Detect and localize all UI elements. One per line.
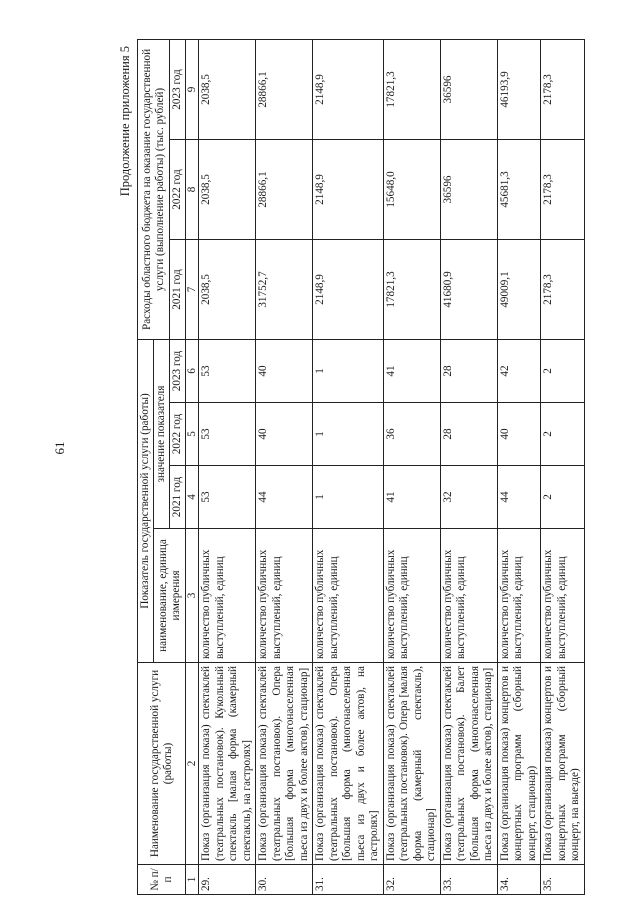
value-2021: 53 xyxy=(199,466,256,529)
value-2022: 40 xyxy=(256,403,313,466)
header-unit-of-measure: наименование, единица измерения xyxy=(154,529,186,663)
column-number: 2 xyxy=(186,663,199,865)
service-name: Показ (организация показа) спектаклей (театральных постановок). Опера [большая форма (многонаселенная пьеса из двух и более актов), стационар] xyxy=(256,663,313,865)
service-name: Показ (организация показа) спектаклей (театральных постановок). Опера [большая форма (многонаселенная пьеса из двух и более актов), на гастролях] xyxy=(313,663,384,865)
appendix-label: Продолжение приложения 5 xyxy=(118,46,132,197)
header-year-value-2023: 2023 год xyxy=(170,339,186,402)
value-2021: 2 xyxy=(541,466,585,529)
service-name: Показ (организация показа) спектаклей (театральных постановок). Опера [малая форма (камерный спектакль), стационар] xyxy=(383,663,440,865)
unit-of-measure: количество публичных выступлений, единиц xyxy=(313,529,384,663)
header-year-budget-2023: 2023 год xyxy=(170,39,186,139)
budget-2022: 28866,1 xyxy=(256,139,313,239)
value-2023: 1 xyxy=(313,339,384,402)
unit-of-measure: количество публичных выступлений, единиц xyxy=(383,529,440,663)
column-number: 5 xyxy=(186,403,199,466)
budget-2021: 2148,9 xyxy=(313,239,384,339)
row-number: 29. xyxy=(199,865,256,895)
value-2022: 1 xyxy=(313,403,384,466)
value-2021: 1 xyxy=(313,466,384,529)
budget-2021: 2178,3 xyxy=(541,239,585,339)
value-2022: 28 xyxy=(440,403,497,466)
value-2023: 2 xyxy=(541,339,585,402)
table-row xyxy=(199,39,256,894)
unit-of-measure: количество публичных выступлений, единиц xyxy=(256,529,313,663)
header-indicator-group: Показатель государственной услуги (работы) xyxy=(138,339,154,662)
budget-2022: 2148,9 xyxy=(313,139,384,239)
row-number: 31. xyxy=(313,865,384,895)
budget-2021: 2038,5 xyxy=(199,239,256,339)
budget-2022: 15648,0 xyxy=(383,139,440,239)
service-name: Показ (организация показа) спектаклей (театральных постановок). Кукольный спектакль [малая форма (камерный спектакль), на гастролях] xyxy=(199,663,256,865)
value-2021: 41 xyxy=(383,466,440,529)
budget-2021: 31752,7 xyxy=(256,239,313,339)
value-2022: 36 xyxy=(383,403,440,466)
budget-2021: 41680,9 xyxy=(440,239,497,339)
table-row xyxy=(313,39,384,894)
value-2021: 32 xyxy=(440,466,497,529)
budget-2023: 2148,9 xyxy=(313,39,384,139)
column-number: 9 xyxy=(186,39,199,139)
row-number: 30. xyxy=(256,865,313,895)
value-2023: 41 xyxy=(383,339,440,402)
table-row xyxy=(256,39,313,894)
value-2023: 28 xyxy=(440,339,497,402)
header-year-budget-2022: 2022 год xyxy=(170,139,186,239)
header-year-value-2022: 2022 год xyxy=(170,403,186,466)
page-number: 61 xyxy=(52,441,67,455)
unit-of-measure: количество публичных выступлений, единиц xyxy=(541,529,585,663)
value-2021: 44 xyxy=(497,466,541,529)
budget-2022: 2178,3 xyxy=(541,139,585,239)
value-2023: 42 xyxy=(497,339,541,402)
row-number: 34. xyxy=(497,865,541,895)
table-row xyxy=(497,39,541,894)
column-number: 8 xyxy=(186,139,199,239)
column-number: 7 xyxy=(186,239,199,339)
column-number: 4 xyxy=(186,466,199,529)
value-2021: 44 xyxy=(256,466,313,529)
budget-2023: 17821,3 xyxy=(383,39,440,139)
budget-2021: 17821,3 xyxy=(383,239,440,339)
budget-2022: 2038,5 xyxy=(199,139,256,239)
header-year-value-2021: 2021 год xyxy=(170,466,186,529)
value-2022: 2 xyxy=(541,403,585,466)
value-2023: 53 xyxy=(199,339,256,402)
budget-2023: 2038,5 xyxy=(199,39,256,139)
row-number: 35. xyxy=(541,865,585,895)
value-2023: 40 xyxy=(256,339,313,402)
budget-2021: 49009,1 xyxy=(497,239,541,339)
table-row xyxy=(541,39,585,894)
budget-2022: 36596 xyxy=(440,139,497,239)
budget-2023: 46193,9 xyxy=(497,39,541,139)
budget-2023: 36596 xyxy=(440,39,497,139)
column-numbers-row xyxy=(186,39,199,894)
value-2022: 53 xyxy=(199,403,256,466)
service-name: Показ (организация показа) спектаклей (театральных постановок). Балет [большая форма (многонаселенная пьеса из двух и более актов), стационар] xyxy=(440,663,497,865)
service-name: Показ (организация показа) концертов и концертных программ (сборный концерт, стационар) xyxy=(497,663,541,865)
value-2022: 40 xyxy=(497,403,541,466)
header-year-budget-2021: 2021 год xyxy=(170,239,186,339)
column-number: 3 xyxy=(186,529,199,663)
services-table xyxy=(137,39,585,895)
column-number: 1 xyxy=(186,865,199,895)
row-number: 33. xyxy=(440,865,497,895)
unit-of-measure: количество публичных выступлений, единиц xyxy=(497,529,541,663)
budget-2023: 2178,3 xyxy=(541,39,585,139)
header-col-service: Наименование государственной услуги (работы) xyxy=(138,663,186,865)
row-number: 32. xyxy=(383,865,440,895)
rotated-page-content xyxy=(117,40,637,895)
unit-of-measure: количество публичных выступлений, единиц xyxy=(199,529,256,663)
header-budget-group: Расходы областного бюджета на оказание государственной услуги (выполнение работы) (тыс. рублей) xyxy=(138,39,170,339)
unit-of-measure: количество публичных выступлений, единиц xyxy=(440,529,497,663)
header-indicator-value: значение показателя xyxy=(154,339,170,528)
table-row xyxy=(383,39,440,894)
column-number: 6 xyxy=(186,339,199,402)
table-row xyxy=(440,39,497,894)
service-name: Показ (организация показа) концертов и концертных программ (сборный концерт, на выезде) xyxy=(541,663,585,865)
budget-2023: 28866,1 xyxy=(256,39,313,139)
header-col-num: № п/п xyxy=(138,865,186,895)
budget-2022: 45681,3 xyxy=(497,139,541,239)
